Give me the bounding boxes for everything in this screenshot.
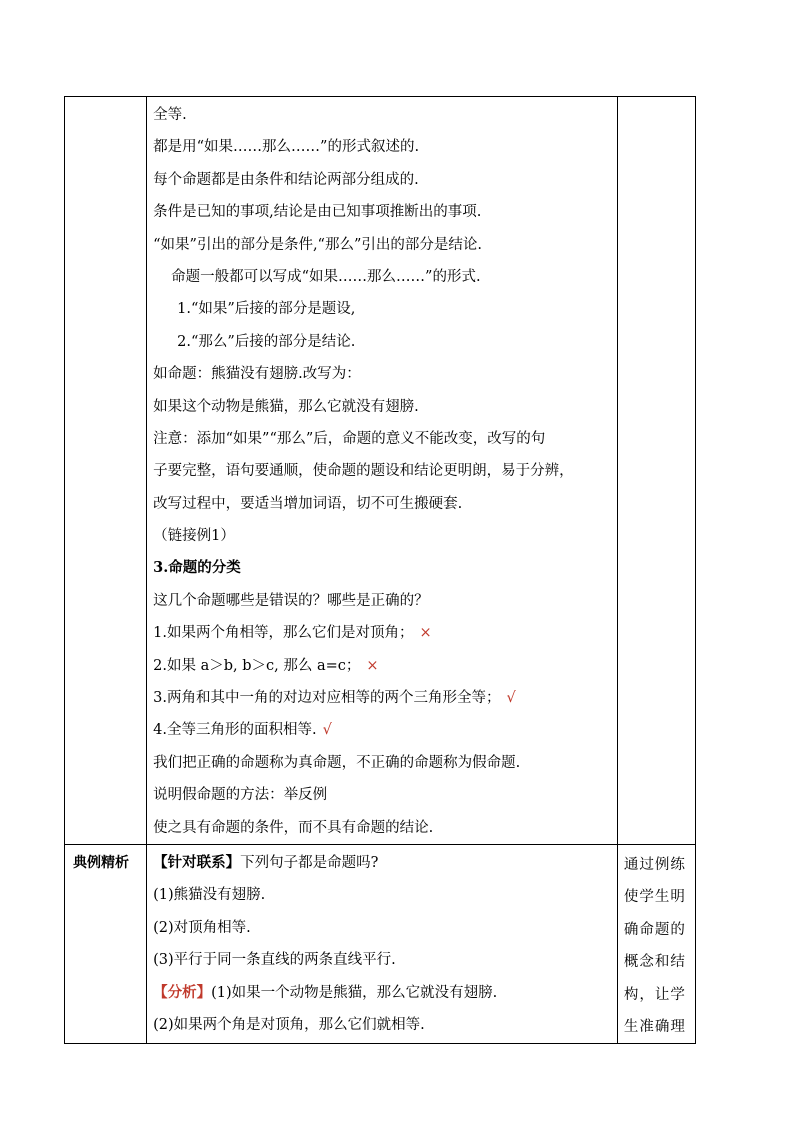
text-line: 使之具有命题的条件，而不具有命题的结论. [153,819,434,836]
text-line: 条件是已知的事项,结论是由已知事项推断出的事项. [153,204,482,221]
text-line: 如命题：熊猫没有翅膀.改写为： [153,366,361,383]
upper-right-cell [617,97,695,845]
text-line: 子要完整，语句要通顺，使命题的题设和结论更明朗，易于分辨， [153,463,574,480]
analysis-label: 【分析】 [153,983,212,1001]
text-line: 这几个命题哪些是错误的？哪些是正确的？ [153,592,429,609]
cross-mark-icon: × [419,625,432,642]
text-line: （链接例1） [153,528,235,545]
bracket-title: 【针对联系】 [153,853,241,871]
text-line: 2.“那么”后接的部分是结论. [177,333,356,350]
note-line: 概念和结 [623,954,686,971]
proposition-item [153,682,611,714]
text-line: 注意：添加“如果”“那么”后，命题的意义不能改变，改写的句 [153,430,546,447]
proposition-item [153,714,611,746]
proposition-text: 1.如果两个角相等，那么它们是对顶角； [153,625,414,642]
example-question: 下列句子都是命题吗? [240,854,379,871]
example-item: (3)平行于同一条直线的两条直线平行. [153,952,396,969]
check-mark-icon: √ [506,690,516,707]
upper-left-cell [65,97,147,845]
proposition-text: 3.两角和其中一角的对边对应相等的两个三角形全等； [153,690,501,707]
section-heading: 3.命题的分类 [153,559,241,577]
text-line: “如果”引出的部分是条件,“那么”引出的部分是结论. [153,236,482,253]
example-question-line [153,847,611,879]
note-line: 生准确理 [623,1018,686,1035]
example-item: (2)对顶角相等. [153,919,251,936]
cross-mark-icon: × [366,657,379,674]
proposition-text: 2.如果 a＞b, b＞c, 那么 a=c； [153,657,361,674]
section-label-cell [65,844,147,1043]
text-line: 我们把正确的命题称为真命题，不正确的命题称为假命题. [153,754,521,771]
example-content-cell [147,844,618,1043]
text-line: 1.“如果”后接的部分是题设, [177,301,356,318]
text-line: 每个命题都是由条件和结论两部分组成的. [153,171,419,188]
proposition-item [153,650,611,682]
lower-row [65,844,696,1043]
text-line: 全等. [153,107,187,123]
analysis-text: (1)如果一个动物是熊猫，那么它就没有翅膀. [211,984,498,1001]
text-line: 都是用“如果……那么……”的形式叙述的. [153,139,420,156]
text-line: 说明假命题的方法：举反例 [153,787,328,804]
example-item: (1)熊猫没有翅膀. [153,887,266,904]
note-line: 使学生明 [623,889,686,906]
lesson-plan-table [64,96,696,1044]
text-line: 改写过程中，要适当增加词语，切不可生搬硬套. [153,495,463,512]
text-line: 命题一般都可以写成“如果……那么……”的形式. [171,268,481,285]
note-line: 确命题的 [623,921,686,938]
upper-content-cell [147,97,618,845]
analysis-line [153,977,611,1009]
section-label: 典例精析 [73,854,129,871]
teaching-note-cell [617,844,695,1043]
text-line: 如果这个动物是熊猫，那么它就没有翅膀. [153,398,419,415]
proposition-text: 4.全等三角形的面积相等. [153,722,317,739]
note-line: 构，让学 [623,986,686,1003]
note-line: 通过例练 [623,856,686,873]
proposition-item [153,617,611,649]
check-mark-icon: √ [322,722,332,739]
analysis-line: (2)如果两个角是对顶角，那么它们就相等. [153,1016,425,1033]
upper-row [65,97,696,845]
